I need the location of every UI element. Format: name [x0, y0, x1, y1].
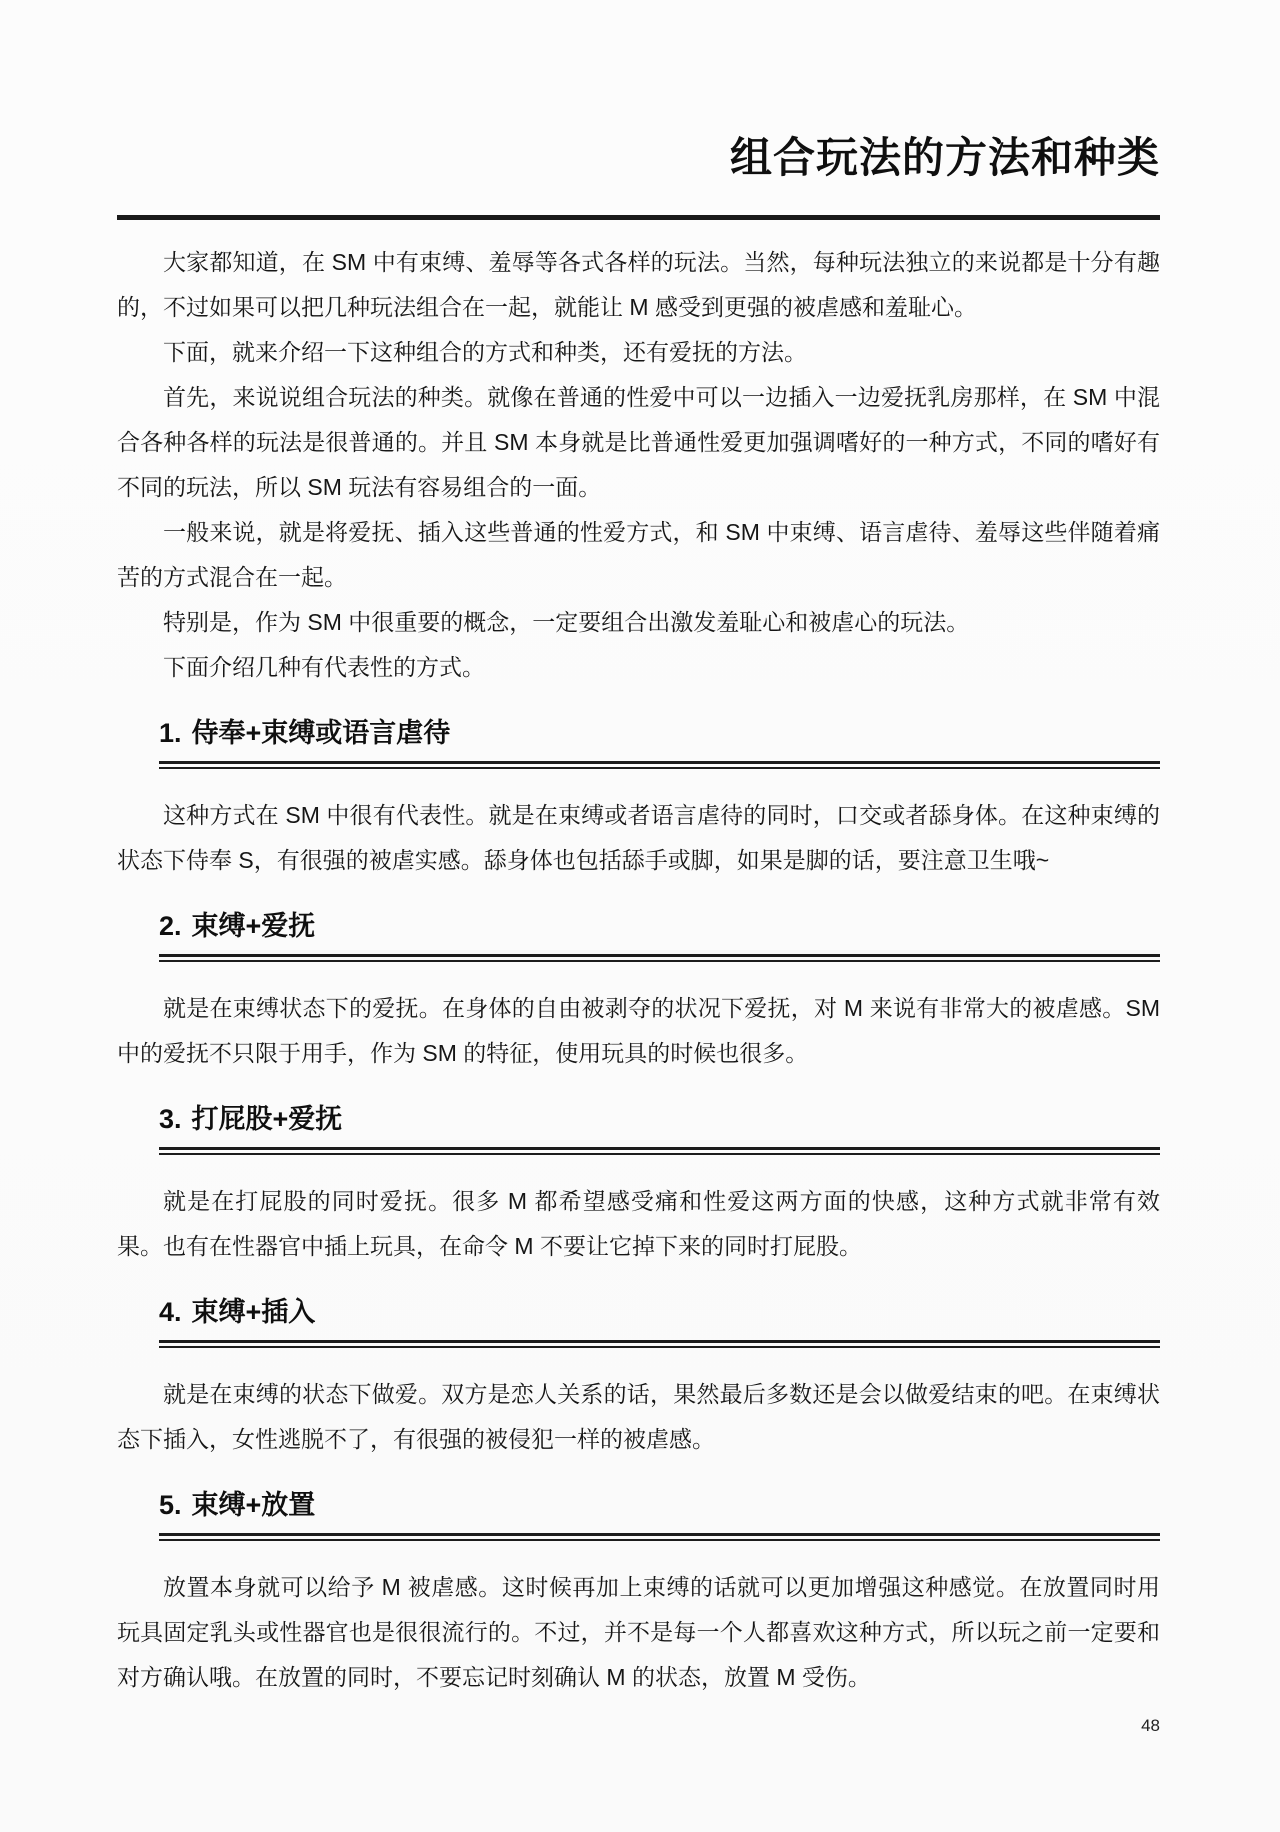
section-heading [159, 909, 1160, 944]
title-rule [117, 215, 1160, 220]
section [117, 716, 1160, 883]
section-number: 4. [159, 1296, 182, 1327]
section-body: 放置本身就可以给予 M 被虐感。这时候再加上束缚的话就可以更加增强这种感觉。在放置同时用玩具固定乳头或性器官也是很很流行的。不过，并不是每一个人都喜欢这种方式，所以玩之前一定要和对方确认哦。在放置的同时，不要忘记时刻确认 M 的状态，放置 M 受伤。 [117, 1573, 1160, 1690]
section-title: 束缚+插入 [191, 1296, 316, 1327]
paragraph: 特别是，作为 SM 中很重要的概念，一定要组合出激发羞耻心和被虐心的玩法。 [163, 608, 970, 635]
page-number: 48 [1141, 1715, 1160, 1735]
section-number: 5. [159, 1489, 182, 1520]
section-heading-rule [159, 761, 1160, 769]
section [117, 1488, 1160, 1700]
section [117, 1102, 1160, 1269]
paragraph: 大家都知道，在 SM 中有束缚、羞辱等各式各样的玩法。当然，每种玩法独立的来说都是十分有趣的，不过如果可以把几种玩法组合在一起，就能让 M 感受到更强的被虐感和羞耻心。 [117, 248, 1160, 320]
section-number: 3. [159, 1103, 182, 1134]
section-title: 束缚+爱抚 [191, 910, 316, 941]
section-body: 这种方式在 SM 中很有代表性。就是在束缚或者语言虐待的同时，口交或者舔身体。在这种束缚的状态下侍奉 S，有很强的被虐实感。舔身体也包括舔手或脚，如果是脚的话，要注意卫生哦~ [117, 801, 1160, 873]
section-heading [159, 1295, 1160, 1330]
section [117, 1295, 1160, 1462]
paragraph: 首先，来说说组合玩法的种类。就像在普通的性爱中可以一边插入一边爱抚乳房那样，在 SM 中混合各种各样的玩法是很普通的。并且 SM 本身就是比普通性爱更加强调嗜好的一种方式，不同的嗜好有不同的玩法，所以 SM 玩法有容易组合的一面。 [117, 383, 1160, 500]
sections-list [117, 716, 1160, 1700]
paragraph: 下面介绍几种有代表性的方式。 [163, 653, 485, 680]
section-body: 就是在束缚的状态下做爱。双方是恋人关系的话，果然最后多数还是会以做爱结束的吧。在束缚状态下插入，女性逃脱不了，有很强的被侵犯一样的被虐感。 [117, 1380, 1160, 1452]
section-body: 就是在打屁股的同时爱抚。很多 M 都希望感受痛和性爱这两方面的快感，这种方式就非常有效果。也有在性器官中插上玩具，在命令 M 不要让它掉下来的同时打屁股。 [117, 1187, 1160, 1259]
section-heading-rule [159, 1340, 1160, 1348]
section-heading [159, 1488, 1160, 1523]
intro-paragraphs [117, 240, 1160, 690]
section-heading-rule [159, 1147, 1160, 1155]
paragraph: 一般来说，就是将爱抚、插入这些普通的性爱方式，和 SM 中束缚、语言虐待、羞辱这些伴随着痛苦的方式混合在一起。 [117, 518, 1160, 590]
page-title: 组合玩法的方法和种类 [729, 134, 1160, 181]
section-heading-rule [159, 1533, 1160, 1541]
section-heading [159, 716, 1160, 751]
section-heading [159, 1102, 1160, 1137]
paragraph: 下面，就来介绍一下这种组合的方式和种类，还有爱抚的方法。 [163, 338, 807, 365]
section-heading-rule [159, 954, 1160, 962]
section-title: 侍奉+束缚或语言虐待 [191, 717, 451, 748]
section [117, 909, 1160, 1076]
section-number: 2. [159, 910, 182, 941]
section-title: 打屁股+爱抚 [191, 1103, 343, 1134]
section-number: 1. [159, 717, 182, 748]
section-title: 束缚+放置 [191, 1489, 316, 1520]
section-body: 就是在束缚状态下的爱抚。在身体的自由被剥夺的状况下爱抚，对 M 来说有非常大的被虐感。SM 中的爱抚不只限于用手，作为 SM 的特征，使用玩具的时候也很多。 [117, 994, 1160, 1066]
